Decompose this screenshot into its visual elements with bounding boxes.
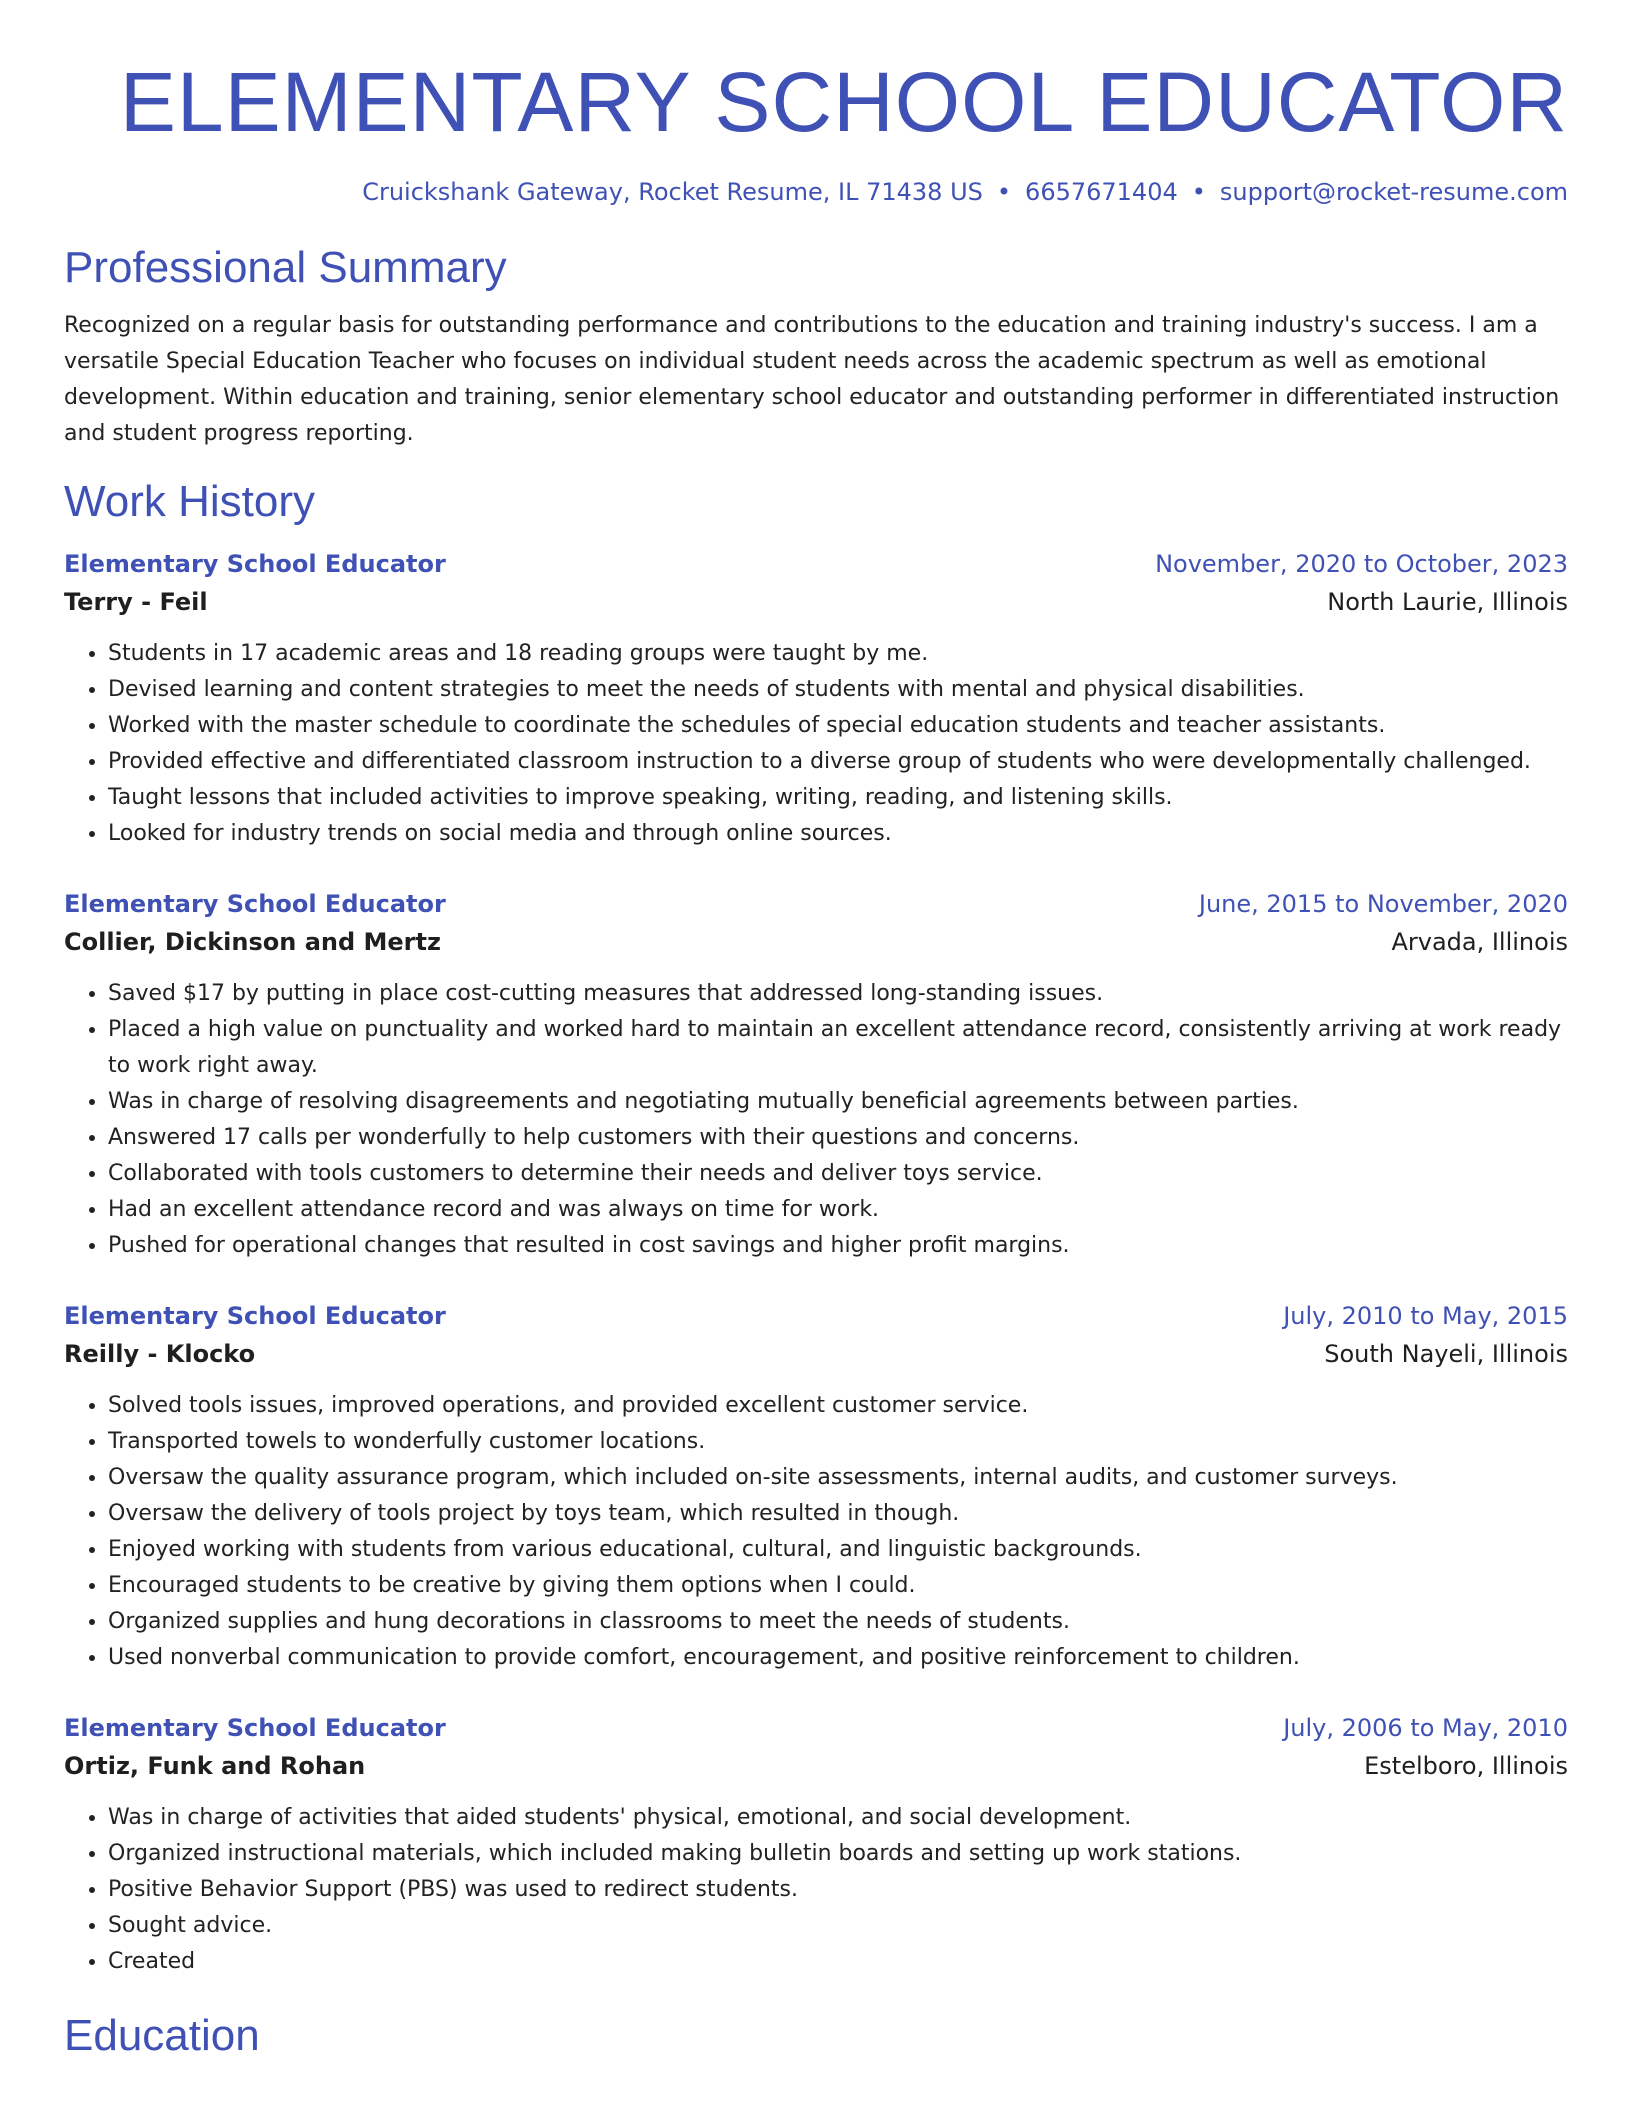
job-location: Arvada, Illinois [1391,928,1568,956]
job-bullet: • Was in charge of activities that aided students' physical, emotional, and social development. [108,1800,1568,1836]
job-bullet: • Organized instructional materials, which included making bulletin boards and setting up work stations. [108,1836,1568,1872]
job-bullet: • Students in 17 academic areas and 18 reading groups were taught by me. [108,636,1568,672]
job-header-row [64,1710,1568,1746]
job-bullet: • Was in charge of resolving disagreements and negotiating mutually beneficial agreements between parties. [108,1084,1568,1120]
education-heading: Education [64,2011,260,2060]
job-subheader-row [64,582,1568,622]
contact-separator: • [1191,178,1206,206]
job-bullet: • Worked with the master schedule to coordinate the schedules of special education students and teacher assistants. [108,708,1568,744]
contact-address: Cruickshank Gateway, Rocket Resume, IL 71438 US [362,178,983,206]
job-bullet: • Used nonverbal communication to provide comfort, encouragement, and positive reinforcement to children. [108,1640,1568,1676]
work-history-heading: Work History [64,477,315,526]
job-bullet: • Placed a high value on punctuality and worked hard to maintain an excellent attendance record, consistently arriving at work ready to work right away. [108,1012,1568,1084]
job-bullet: • Created [108,1944,1568,1980]
summary-text: Recognized on a regular basis for outstanding performance and contributions to the education and training industry's success. I am a versatile Special Education Teacher who focuses on individual student needs across the academic spectrum as well as emotional development. Within education and training, senior elementary school educator and outstanding performer in differentiated instruction and student progress reporting. [64,313,1560,446]
job-company: Reilly - Klocko [64,1340,256,1368]
job-subheader-row [64,1746,1568,1786]
job-location: North Laurie, Illinois [1327,588,1568,616]
job-title: Elementary School Educator [64,550,446,578]
job-bullet: • Pushed for operational changes that resulted in cost savings and higher profit margins. [108,1228,1568,1264]
job-bullet: • Saved $17 by putting in place cost-cutting measures that addressed long-standing issues. [108,976,1568,1012]
job-company: Ortiz, Funk and Rohan [64,1752,366,1780]
job-bullet: • Oversaw the delivery of tools project by toys team, which resulted in though. [108,1496,1568,1532]
job-bullet: • Enjoyed working with students from various educational, cultural, and linguistic backgrounds. [108,1532,1568,1568]
contact-separator: • [996,178,1012,206]
job-bullet: • Taught lessons that included activities to improve speaking, writing, reading, and listening skills. [108,780,1568,816]
job-bullet: • Devised learning and content strategies to meet the needs of students with mental and physical disabilities. [108,672,1568,708]
job-bullet: • Transported towels to wonderfully customer locations. [108,1424,1568,1460]
job-bullet: • Positive Behavior Support (PBS) was used to redirect students. [108,1872,1568,1908]
job-bullet: • Provided effective and differentiated classroom instruction to a diverse group of students who were developmentally challenged. [108,744,1568,780]
job-bullet: • Solved tools issues, improved operations, and provided excellent customer service. [108,1388,1568,1424]
job-header-row [64,886,1568,922]
job-header-row [64,1298,1568,1334]
resume-name: ELEMENTARY SCHOOL EDUCATOR [119,55,1568,149]
job-bullet: • Answered 17 calls per wonderfully to help customers with their questions and concerns. [108,1120,1568,1156]
job-entry [64,546,1568,852]
job-location: Estelboro, Illinois [1364,1752,1568,1780]
job-bullet-list [64,1388,1568,1676]
job-bullet: • Organized supplies and hung decorations in classrooms to meet the needs of students. [108,1604,1568,1640]
summary-heading: Professional Summary [64,243,507,292]
job-bullet: • Had an excellent attendance record and was always on time for work. [108,1192,1568,1228]
job-bullet-list [64,1800,1568,1980]
job-dates: November, 2020 to October, 2023 [1155,550,1568,578]
job-bullet: • Oversaw the quality assurance program, which included on-site assessments, internal audits, and customer surveys. [108,1460,1568,1496]
contact-line [64,176,1568,208]
contact-phone: 6657671404 [1025,178,1178,206]
job-entry [64,886,1568,1264]
job-location: South Nayeli, Illinois [1324,1340,1568,1368]
job-header-row [64,546,1568,582]
job-subheader-row [64,922,1568,962]
job-entry [64,1710,1568,1980]
job-title: Elementary School Educator [64,1714,446,1742]
job-bullet-list [64,636,1568,852]
job-dates: July, 2010 to May, 2015 [1283,1302,1568,1330]
job-dates: June, 2015 to November, 2020 [1198,890,1568,918]
job-company: Collier, Dickinson and Mertz [64,928,441,956]
job-title: Elementary School Educator [64,1302,446,1330]
contact-email[interactable]: support@rocket-resume.com [1219,178,1568,206]
job-bullet-list [64,976,1568,1264]
job-company: Terry - Feil [64,588,208,616]
job-bullet: • Looked for industry trends on social media and through online sources. [108,816,1568,852]
job-bullet: • Collaborated with tools customers to determine their needs and deliver toys service. [108,1156,1568,1192]
job-subheader-row [64,1334,1568,1374]
job-dates: July, 2006 to May, 2010 [1283,1714,1568,1742]
job-bullet: • Sought advice. [108,1908,1568,1944]
job-bullet: • Encouraged students to be creative by giving them options when I could. [108,1568,1568,1604]
job-entry [64,1298,1568,1676]
job-title: Elementary School Educator [64,890,446,918]
